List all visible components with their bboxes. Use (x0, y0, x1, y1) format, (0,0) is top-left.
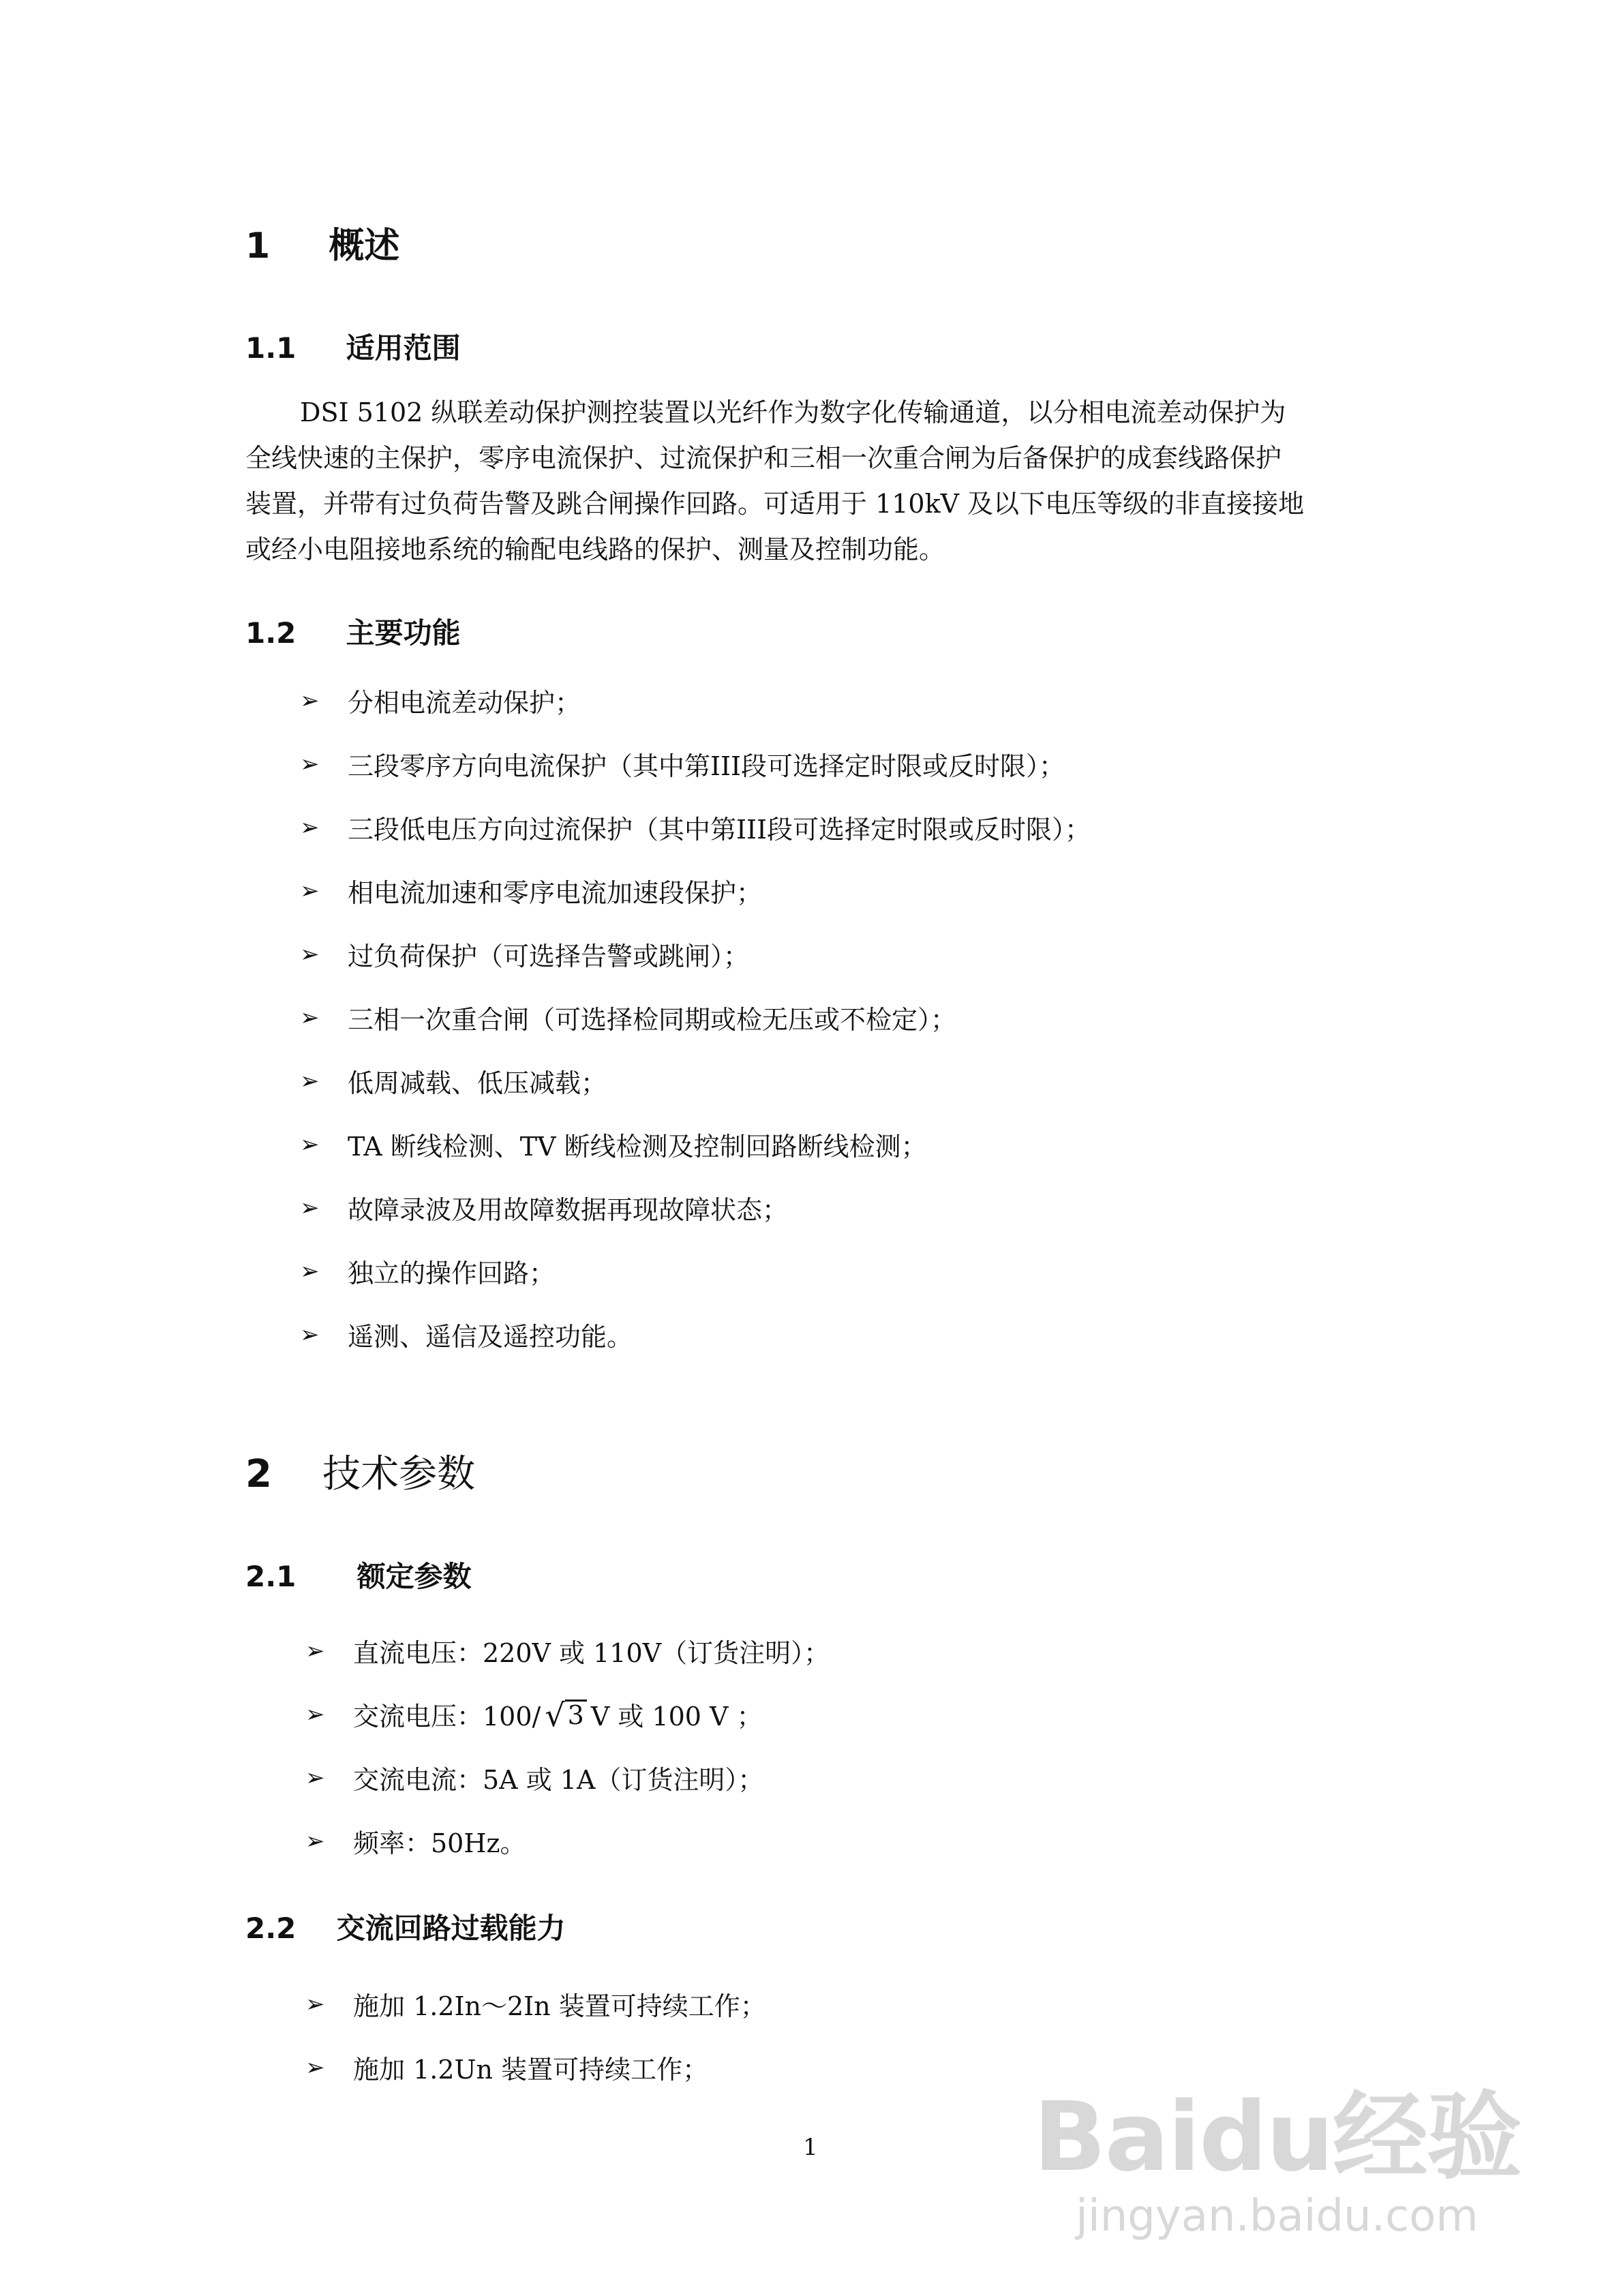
arrow-bullet-icon: ➢ (305, 1637, 325, 1665)
arrow-bullet-icon: ➢ (300, 1194, 320, 1222)
subsection-1-2-number: 1.2 (245, 616, 297, 650)
list-item (300, 935, 749, 973)
arrow-bullet-icon: ➢ (305, 1764, 325, 1792)
list-item-text: 直流电压：220V 或 110V（订货注明）； (353, 1638, 830, 1668)
list-item (305, 1695, 763, 1733)
arrow-bullet-icon: ➢ (300, 1130, 320, 1158)
list-item-text: 三段零序方向电流保护（其中第III段可选择定时限或反时限）； (348, 751, 1065, 781)
subsection-1-1-heading (245, 326, 461, 367)
paragraph-line: 或经小电阻接地系统的输配电线路的保护、测量及控制功能。 (245, 534, 945, 564)
page-number: 1 (803, 2134, 818, 2161)
subsection-1-1-number: 1.1 (245, 331, 297, 365)
arrow-bullet-icon: ➢ (305, 1827, 325, 1855)
section-2-heading (245, 1444, 475, 1498)
list-item (300, 809, 1091, 846)
list-item (300, 1189, 788, 1226)
subsection-1-2-heading (245, 611, 461, 652)
radicand: 3 (565, 1700, 587, 1729)
baidu-watermark (1033, 2061, 1521, 2241)
list-item (300, 1062, 607, 1100)
list-item (305, 1632, 830, 1670)
list-item (300, 872, 762, 909)
list-item-text: 低周减载、低压减载； (348, 1068, 607, 1098)
list-item-text: TA 断线检测、TV 断线检测及控制回路断线检测； (348, 1132, 927, 1162)
list-item-text: 故障录波及用故障数据再现故障状态； (348, 1195, 789, 1225)
subsection-2-1-heading (245, 1554, 472, 1595)
list-item (300, 682, 581, 719)
list-item-text: 频率：50Hz。 (353, 1828, 526, 1858)
arrow-bullet-icon: ➢ (300, 1067, 320, 1095)
list-item-text: 交流电流：5A 或 1A（订货注明）； (353, 1765, 764, 1795)
voltage-prefix: 交流电压：100/ (353, 1702, 541, 1732)
arrow-bullet-icon: ➢ (305, 2053, 325, 2081)
watermark-url: jingyan.baidu.com (1076, 2191, 1478, 2241)
sqrt-three (545, 1697, 587, 1734)
arrow-bullet-icon: ➢ (305, 1700, 325, 1728)
arrow-bullet-icon: ➢ (305, 1990, 325, 2018)
paragraph-line: DSI 5102 纵联差动保护测控装置以光纤作为数字化传输通道，以分相电流差动保护为 (300, 397, 1286, 427)
subsection-2-2-heading (245, 1906, 566, 1947)
list-item-text: 三相一次重合闸（可选择检同期或检无压或不检定）； (348, 1005, 957, 1035)
radical-sign: √ (545, 1697, 565, 1734)
arrow-bullet-icon: ➢ (300, 686, 320, 714)
paragraph-line: 全线快速的主保护，零序电流保护、过流保护和三相一次重合闸为后备保护的成套线路保护 (245, 443, 1282, 473)
list-item-text: 过负荷保护（可选择告警或跳闸）； (348, 941, 750, 971)
arrow-bullet-icon: ➢ (300, 1257, 320, 1285)
list-item (305, 1985, 766, 2023)
list-item-text: 分相电流差动保护； (348, 688, 581, 718)
subsection-1-2-title: 主要功能 (346, 616, 461, 650)
arrow-bullet-icon: ➢ (300, 1003, 320, 1031)
list-item (305, 1759, 763, 1796)
list-item-text: 遥测、遥信及遥控功能。 (348, 1322, 633, 1352)
section-1-number: 1 (245, 226, 271, 267)
section-1-heading (245, 217, 399, 268)
list-item (300, 1252, 555, 1290)
arrow-bullet-icon: ➢ (300, 750, 320, 778)
list-item (305, 2049, 708, 2086)
section-2-title: 技术参数 (322, 1452, 476, 1496)
subsection-1-1-title: 适用范围 (346, 331, 461, 365)
list-item (305, 1822, 526, 1860)
list-item-text: 独立的操作回路； (348, 1258, 556, 1288)
arrow-bullet-icon: ➢ (300, 877, 320, 905)
arrow-bullet-icon: ➢ (300, 813, 320, 841)
subsection-2-1-number: 2.1 (245, 1560, 297, 1593)
subsection-2-2-number: 2.2 (245, 1912, 297, 1945)
watermark-logo: Baidu经验 (1033, 2082, 1521, 2193)
list-item (300, 999, 956, 1036)
list-item-text: 三段低电压方向过流保护（其中第III段可选择定时限或反时限）； (348, 815, 1091, 845)
list-item (300, 1316, 633, 1353)
arrow-bullet-icon: ➢ (300, 940, 320, 968)
section-2-number: 2 (245, 1452, 272, 1496)
list-item (300, 745, 1065, 783)
section-1-title: 概述 (329, 226, 400, 267)
subsection-2-1-title: 额定参数 (357, 1560, 472, 1593)
list-item (300, 1126, 927, 1163)
arrow-bullet-icon: ➢ (300, 1320, 320, 1348)
list-item-text: 相电流加速和零序电流加速段保护； (348, 878, 763, 908)
list-item-text: 施加 1.2In～2In 装置可持续工作； (353, 1991, 766, 2021)
subsection-2-2-title: 交流回路过载能力 (336, 1912, 566, 1945)
paragraph-line: 装置，并带有过负荷告警及跳合闸操作回路。可适用于 110kV 及以下电压等级的非直接接地 (245, 489, 1305, 519)
list-item-text: 施加 1.2Un 装置可持续工作； (353, 2055, 709, 2085)
voltage-suffix: V 或 100 V ； (590, 1702, 763, 1732)
